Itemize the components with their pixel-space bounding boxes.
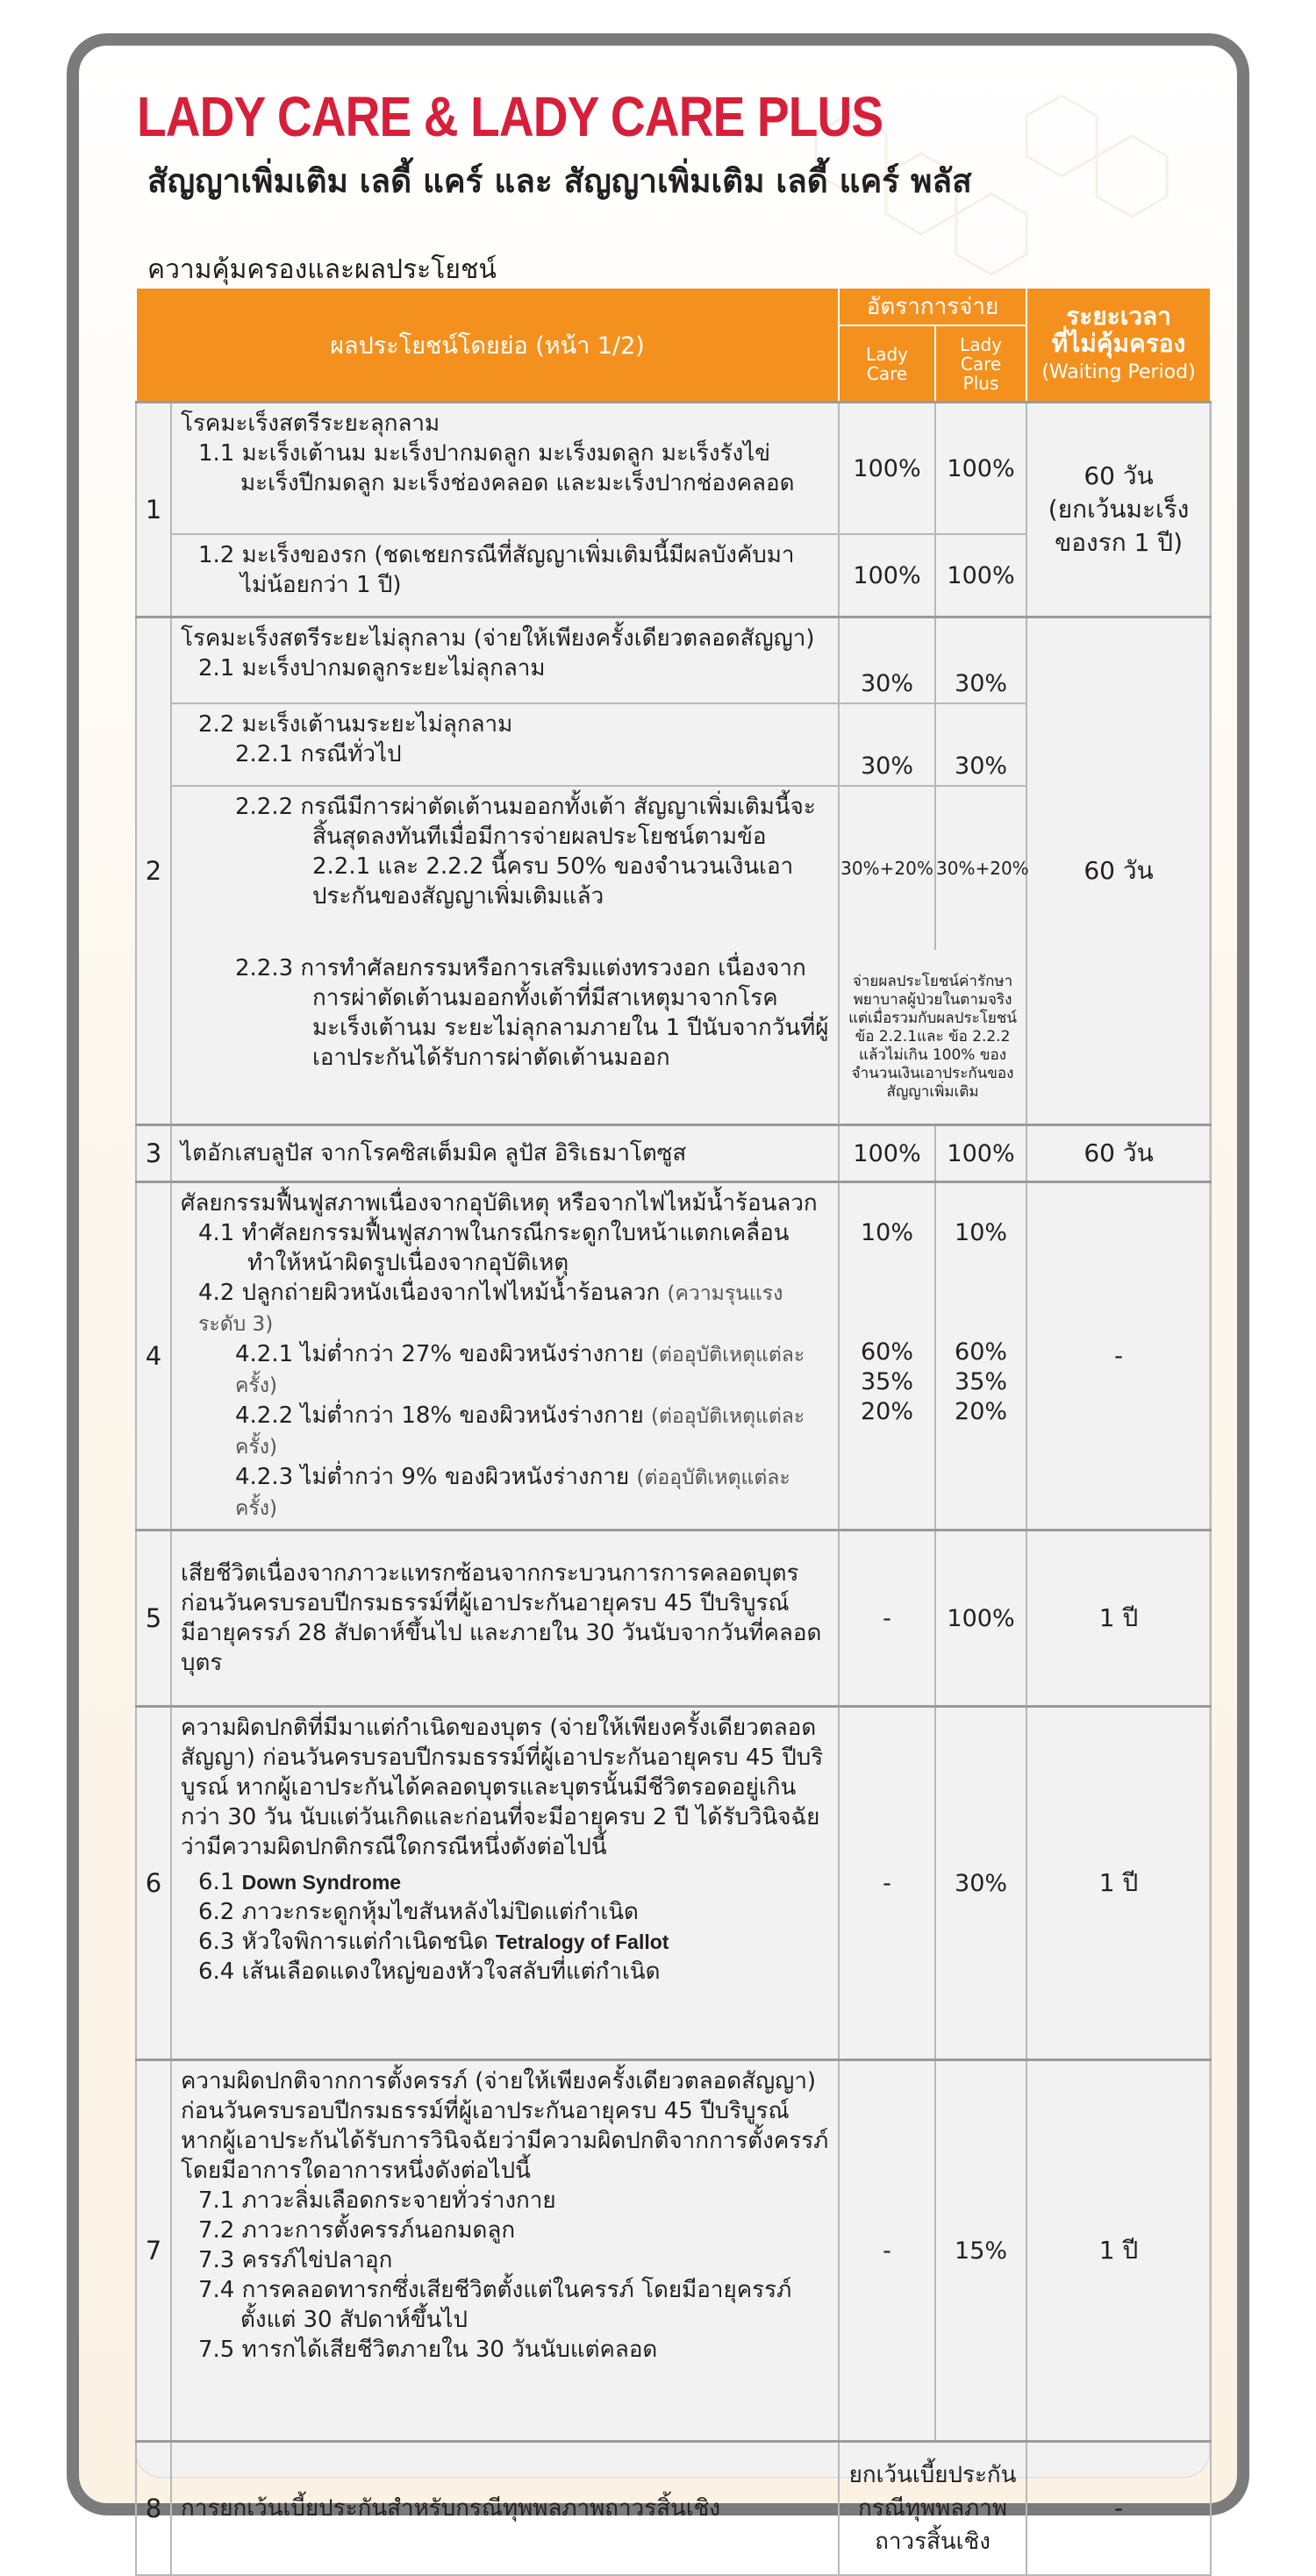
item-4-2-2-label: 4.2.2 ไม่ต่ำกว่า 18% ของผิวหนังร่างกาย: [235, 1402, 644, 1429]
lady-care-value: 100%: [839, 403, 935, 535]
waiting-period: 1 ปี: [1026, 1707, 1211, 2060]
table-row: [136, 1182, 1211, 1531]
lady-care-value: 30%: [839, 703, 935, 786]
row-number: 1: [136, 403, 171, 617]
item-4-2-3-label: 4.2.3 ไม่ต่ำกว่า 9% ของผิวหนังร่างกาย: [235, 1464, 630, 1490]
item-4-2-1: [181, 1339, 829, 1401]
rate-line1: ยกเว้นเบี้ยประกัน: [848, 2462, 1017, 2488]
product-title: LADY CARE & LADY CARE PLUS: [137, 85, 883, 148]
row-title: การยกเว้นเบี้ยประกันสำหรับกรณีทุพพลภาพถาวรสิ้นเชิง: [171, 2442, 839, 2576]
per-accident-note: (ต่ออุบัติเหตุแต่ละครั้ง): [235, 1466, 790, 1520]
table-row: [136, 1125, 1211, 1182]
row-description: [171, 617, 839, 704]
lady-care-plus-value: 100%: [935, 1531, 1026, 1707]
header-lady-care: [839, 325, 935, 403]
item-6-1-number: 6.1: [198, 1869, 242, 1895]
table-row: [136, 2442, 1211, 2576]
lady-care-value: -: [839, 2060, 935, 2442]
item-2-2-2: 2.2.2 กรณีมีการผ่าตัดเต้านมออกทั้งเต้า สัญญาเพิ่มเติมนี้จะสิ้นสุดลงทันทีเมื่อมีการจ่ายผลประโยชน์ตามข้อ 2.2.1 และ 2.2.2 นี้ครบ 50% ของจำนวนเงินเอาประกันของสัญญาเพิ่มเติมแล้ว: [235, 794, 816, 910]
item-6-1: [181, 1867, 829, 1897]
benefits-table: [135, 287, 1212, 2576]
item-2-2-1: 2.2.1 กรณีทั่วไป: [235, 741, 402, 767]
waiting-line1: 60 วัน: [1084, 461, 1154, 490]
header-lady-care-line1: Lady: [866, 343, 908, 365]
header-lcp-line1: Lady: [960, 333, 1002, 355]
lady-care-value: 30%: [839, 617, 935, 704]
row-title: โรคมะเร็งสตรีระยะลุกลาม: [181, 410, 440, 437]
item-1-1-line2: มะเร็งปีกมดลูก มะเร็งช่องคลอด และมะเร็งปากช่องคลอด: [240, 470, 795, 496]
lady-care-plus-value: 15%: [935, 2060, 1026, 2442]
document-frame: [67, 33, 1249, 2555]
item-4-2-label: 4.2 ปลูกถ่ายผิวหนังเนื่องจากไฟไหม้น้ำร้อนลวก: [198, 1280, 661, 1306]
header-waiting-line1: ระยะเวลา: [1066, 302, 1171, 331]
waiting-period: -: [1026, 1182, 1211, 1531]
lady-care-plus-values: [935, 1182, 1026, 1531]
lady-care-value: -: [839, 1707, 935, 2060]
lady-care-plus-value: 60%: [955, 1338, 1008, 1366]
table-row: [136, 2060, 1211, 2442]
waiting-period: 60 วัน: [1026, 1125, 1211, 1182]
waiting-period: 60 วัน: [1026, 617, 1211, 1125]
row-number: 5: [136, 1531, 171, 1707]
lady-care-plus-value: 30%: [935, 703, 1026, 786]
item-2-2-3-note: จ่ายผลประโยชน์ค่ารักษาพยาบาลผู้ป่วยในตามจริง แต่เมื่อรวมกับผลประโยชน์ ข้อ 2.2.1และ ข้อ 2.2.2 แล้วไม่เกิน 100% ของจำนวนเงินเอาประกันของสัญญาเพิ่มเติม: [839, 950, 1026, 1125]
rate-line2: กรณีทุพพลภาพ: [857, 2495, 1008, 2522]
lady-care-value: 100%: [839, 534, 935, 617]
header-waiting-line3: (Waiting Period): [1041, 361, 1196, 383]
item-1-2-line1: 1.2 มะเร็งของรก (ชดเชยกรณีที่สัญญาเพิ่มเติมนี้มีผลบังคับมา: [198, 542, 795, 568]
row-number: 4: [136, 1182, 171, 1531]
table-row: [136, 1707, 1211, 2060]
item-1-2-line2: ไม่น้อยกว่า 1 ปี): [240, 572, 402, 598]
row-number: 3: [136, 1125, 171, 1182]
lady-care-value: 20%: [861, 1398, 914, 1425]
benefits-table-card: [135, 287, 1210, 2555]
lady-care-plus-value: 10%: [955, 1219, 1008, 1246]
row-title: เสียชีวิตเนื่องจากภาวะแทรกซ้อนจากกระบวนการการคลอดบุตร ก่อนวันครบรอบปีกรมธรรม์ที่ผู้เอาประกันอายุครบ 45 ปีบริบูรณ์ มีอายุครรภ์ 28 สัปดาห์ขึ้นไป และภายใน 30 วันนับจากวันที่คลอดบุตร: [171, 1531, 839, 1707]
lady-care-plus-value: 100%: [935, 1125, 1026, 1182]
waiting-period: -: [1026, 2442, 1211, 2576]
lady-care-value: 100%: [839, 1125, 935, 1182]
product-subtitle: สัญญาเพิ่มเติม เลดี้ แคร์ และ สัญญาเพิ่มเติม เลดี้ แคร์ พลัส: [147, 162, 972, 200]
item-4-2-3: [181, 1462, 829, 1523]
row-title: ความผิดปกติที่มีมาแต่กำเนิดของบุตร (จ่ายให้เพียงครั้งเดียวตลอดสัญญา) ก่อนวันครบรอบปีกรมธรรม์ที่ผู้เอาประกันอายุครบ 45 ปีบริบูรณ์ หากผู้เอาประกันได้คลอดบุตรและบุตรนั้นมีชีวิตรอดอยู่เกินกว่า 30 วัน นับแต่วันเกิดและก่อนที่จะมีอายุครบ 2 ปี ได้รับวินิจฉัยว่ามีความผิดปกติกรณีใดกรณีหนึ่งดังต่อไปนี้: [181, 1715, 824, 1860]
rate-both: [839, 2442, 1026, 2576]
row-number: 7: [136, 2060, 171, 2442]
lady-care-plus-value: 30%+20%: [935, 786, 1026, 950]
item-1-1-line1: 1.1 มะเร็งเต้านม มะเร็งปากมดลูก มะเร็งมดลูก มะเร็งรังไข่: [198, 440, 771, 467]
waiting-line2: (ยกเว้นมะเร็ง: [1048, 495, 1190, 524]
waiting-line3: ของรก 1 ปี): [1055, 528, 1183, 557]
item-6-3-english: Tetralogy of Fallot: [495, 1930, 669, 1953]
lady-care-plus-value: 20%: [955, 1398, 1008, 1425]
lady-care-plus-value: 100%: [935, 403, 1026, 535]
row-number: 6: [136, 1707, 171, 2060]
waiting-period: [1026, 403, 1211, 617]
lady-care-value: 60%: [861, 1338, 914, 1366]
item-4-2-2: [181, 1401, 829, 1462]
header-lady-care-line2: Care: [866, 362, 908, 384]
item-2-2: 2.2 มะเร็งเต้านมระยะไม่ลุกลาม: [198, 711, 513, 738]
row-description: [171, 2060, 839, 2442]
item-4-1: 4.1 ทำศัลยกรรมฟื้นฟูสภาพในกรณีกระดูกใบหน้าแตกเคลื่อนทำให้หน้าผิดรูปเนื่องจากอุบัติเหตุ: [198, 1220, 790, 1276]
item-4-2-1-label: 4.2.1 ไม่ต่ำกว่า 27% ของผิวหนังร่างกาย: [235, 1341, 644, 1367]
lady-care-value: 30%+20%: [839, 786, 935, 950]
row-description: [171, 1707, 839, 2060]
lady-care-values: [839, 1182, 935, 1531]
section-label: ความคุ้มครองและผลประโยชน์: [147, 254, 497, 285]
item-7-2: 7.2 ภาวะการตั้งครรภ์นอกมดลูก: [198, 2217, 516, 2244]
item-4-2: [181, 1278, 829, 1339]
per-accident-note: (ต่ออุบัติเหตุแต่ละครั้ง): [235, 1405, 805, 1459]
item-6-3: [181, 1927, 829, 1957]
table-row: [136, 617, 1211, 704]
row-description: [171, 950, 839, 1125]
header-lady-care-plus: [935, 325, 1026, 403]
header-lcp-line3: Plus: [962, 372, 999, 394]
item-4-2-note: (ความรุนแรงระดับ 3): [198, 1282, 783, 1336]
waiting-period: 1 ปี: [1026, 2060, 1211, 2442]
row-number: 2: [136, 617, 171, 1125]
header-rate: อัตราการจ่าย: [839, 288, 1026, 325]
rate-line3: ถาวรสิ้นเชิง: [875, 2529, 991, 2555]
item-6-3-label: 6.3 หัวใจพิการแต่กำเนิดชนิด: [198, 1929, 496, 1955]
row-description: [171, 1182, 839, 1531]
lady-care-value: -: [839, 1531, 935, 1707]
item-7-4: 7.4 การคลอดทารกซึ่งเสียชีวิตตั้งแต่ในครรภ์ โดยมีอายุครรภ์ตั้งแต่ 30 สัปดาห์ขึ้นไป: [198, 2277, 792, 2333]
item-6-4: 6.4 เส้นเลือดแดงใหญ่ของหัวใจสลับที่แต่กำเนิด: [198, 1959, 661, 1985]
item-6-1-label: Down Syndrome: [241, 1871, 402, 1894]
lady-care-value: 35%: [861, 1368, 914, 1395]
item-7-5: 7.5 ทารกได้เสียชีวิตภายใน 30 วันนับแต่คลอด: [198, 2337, 658, 2363]
lady-care-plus-value: 35%: [955, 1368, 1008, 1395]
row-description: [171, 786, 839, 950]
item-2-1: 2.1 มะเร็งปากมดลูกระยะไม่ลุกลาม: [198, 655, 546, 681]
row-number: 8: [136, 2442, 171, 2576]
table-row: [136, 1531, 1211, 1707]
item-7-1: 7.1 ภาวะลิ่มเลือดกระจายทั่วร่างกาย: [198, 2187, 556, 2214]
table-row: [136, 403, 1211, 535]
waiting-period: 1 ปี: [1026, 1531, 1211, 1707]
lady-care-plus-value: 100%: [935, 534, 1026, 617]
row-description: [171, 403, 839, 535]
item-7-3: 7.3 ครรภ์ไข่ปลาอุก: [198, 2247, 393, 2273]
row-title: โรคมะเร็งสตรีระยะไม่ลุกลาม (จ่ายให้เพียงครั้งเดียวตลอดสัญญา): [181, 625, 815, 652]
lady-care-value: 10%: [861, 1219, 914, 1246]
header-waiting-period: [1026, 288, 1211, 403]
row-description: [171, 703, 839, 786]
row-title: ไตอักเสบลูปัส จากโรคซิสเต็มมิค ลูปัส อิริเธมาโตซูส: [171, 1125, 839, 1182]
item-6-2: 6.2 ภาวะกระดูกหุ้มไขสันหลังไม่ปิดแต่กำเนิด: [198, 1899, 639, 1925]
lady-care-plus-value: 30%: [935, 1707, 1026, 2060]
lady-care-plus-value: 30%: [935, 617, 1026, 704]
per-accident-note: (ต่ออุบัติเหตุแต่ละครั้ง): [235, 1344, 805, 1397]
row-description: [171, 534, 839, 617]
row-title: ศัลยกรรมฟื้นฟูสภาพเนื่องจากอุบัติเหตุ หรือจากไฟไหม้น้ำร้อนลวก: [181, 1190, 818, 1217]
header-lcp-line2: Care: [960, 353, 1002, 375]
row-title: ความผิดปกติจากการตั้งครรภ์ (จ่ายให้เพียงครั้งเดียวตลอดสัญญา) ก่อนวันครบรอบปีกรมธรรม์ที่ผู้เอาประกันอายุครบ 45 ปีบริบูรณ์ หากผู้เอาประกันได้รับการวินิจฉัยว่ามีความผิดปกติจากการตั้งครรภ์ โดยมีอาการใดอาการหนึ่งดังต่อไปนี้: [181, 2068, 829, 2184]
item-2-2-3: 2.2.3 การทำศัลยกรรมหรือการเสริมแต่งทรวงอก เนื่องจากการผ่าตัดเต้านมออกทั้งเต้าที่มีสาเหตุมาจากโรคมะเร็งเต้านม ระยะไม่ลุกลามภายใน 1 ปีนับจากวันที่ผู้เอาประกันได้รับการผ่าตัดเต้านมออก: [235, 955, 829, 1071]
header-benefit: ผลประโยชน์โดยย่อ (หน้า 1/2): [136, 288, 839, 403]
header-waiting-line2: ที่ไม่คุ้มครอง: [1051, 329, 1186, 358]
